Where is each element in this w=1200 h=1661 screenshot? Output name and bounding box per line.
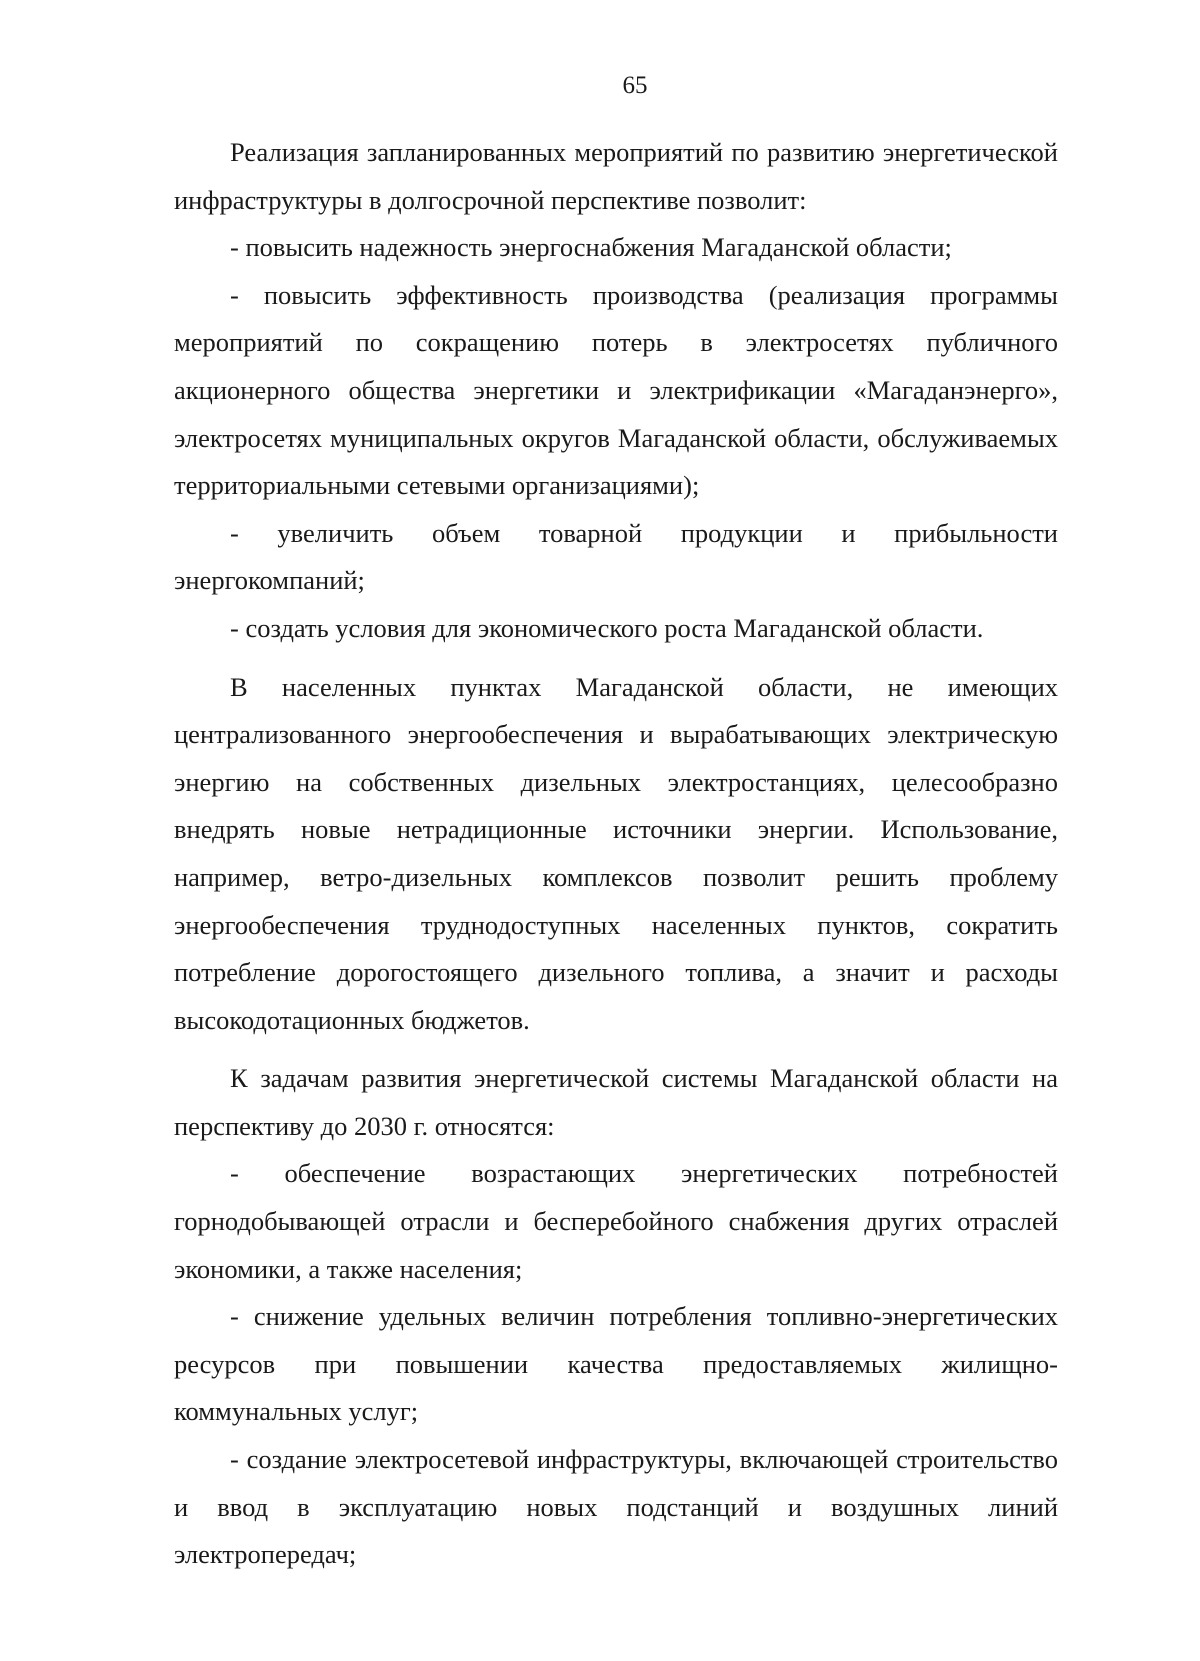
list-item-efficiency: - повысить эффективность производства (реализация программы мероприятий по сокращению потерь в электросетях публичного акционерного общества энергетики и электрификации «Магаданэнерго», электросетях муниципальных округов Магаданской области, обслуживаемых территориальными сетевыми организациями); (174, 279, 1058, 501)
list-item-mining-demand: - обеспечение возрастающих энергетических потребностей горнодобывающей отрасли и бесперебойного снабжения других отраслей экономики, а также населения; (174, 1158, 1058, 1284)
list-item-growth: - создать условия для экономического роста Магаданской области. (230, 612, 984, 643)
paragraph-tasks: К задачам развития энергетической системы Магаданской области на перспективу до 2030 г. относятся: (174, 1063, 1058, 1141)
list-item-output: - увеличить объем товарной продукции и прибыльности энергокомпаний; (174, 517, 1058, 596)
list-item-consumption: - снижение удельных величин потребления топливно-энергетических ресурсов при повышении качества предоставляемых жилищно-коммунальных услуг; (174, 1301, 1058, 1427)
paragraph-intro: Реализация запланированных мероприятий по развитию энергетической инфраструктуры в долгосрочной перспективе позволит: (174, 137, 1058, 215)
list-item-reliability: - повысить надежность энергоснабжения Магаданской области; (230, 232, 952, 263)
paragraph-settlements: В населенных пунктах Магаданской области, не имеющих централизованного энергообеспечения и вырабатывающих электрическую энергию на собственных дизельных электростанциях, целесообразно внедрять новые нетрадиционные источники энергии. Использование, например, ветро-дизельных комплексов позволит решить проблему энергообеспечения труднодоступных населенных пунктов, сократить потребление дорогостоящего дизельного топлива, а значит и расходы высокодотационных бюджетов. (174, 671, 1058, 1035)
document-body (174, 129, 1058, 1579)
list-item-grid: - создание электросетевой инфраструктуры, включающей строительство и ввод в эксплуатацию новых подстанций и воздушных линий электропередач; (174, 1444, 1058, 1570)
page-number: 65 (622, 72, 648, 99)
